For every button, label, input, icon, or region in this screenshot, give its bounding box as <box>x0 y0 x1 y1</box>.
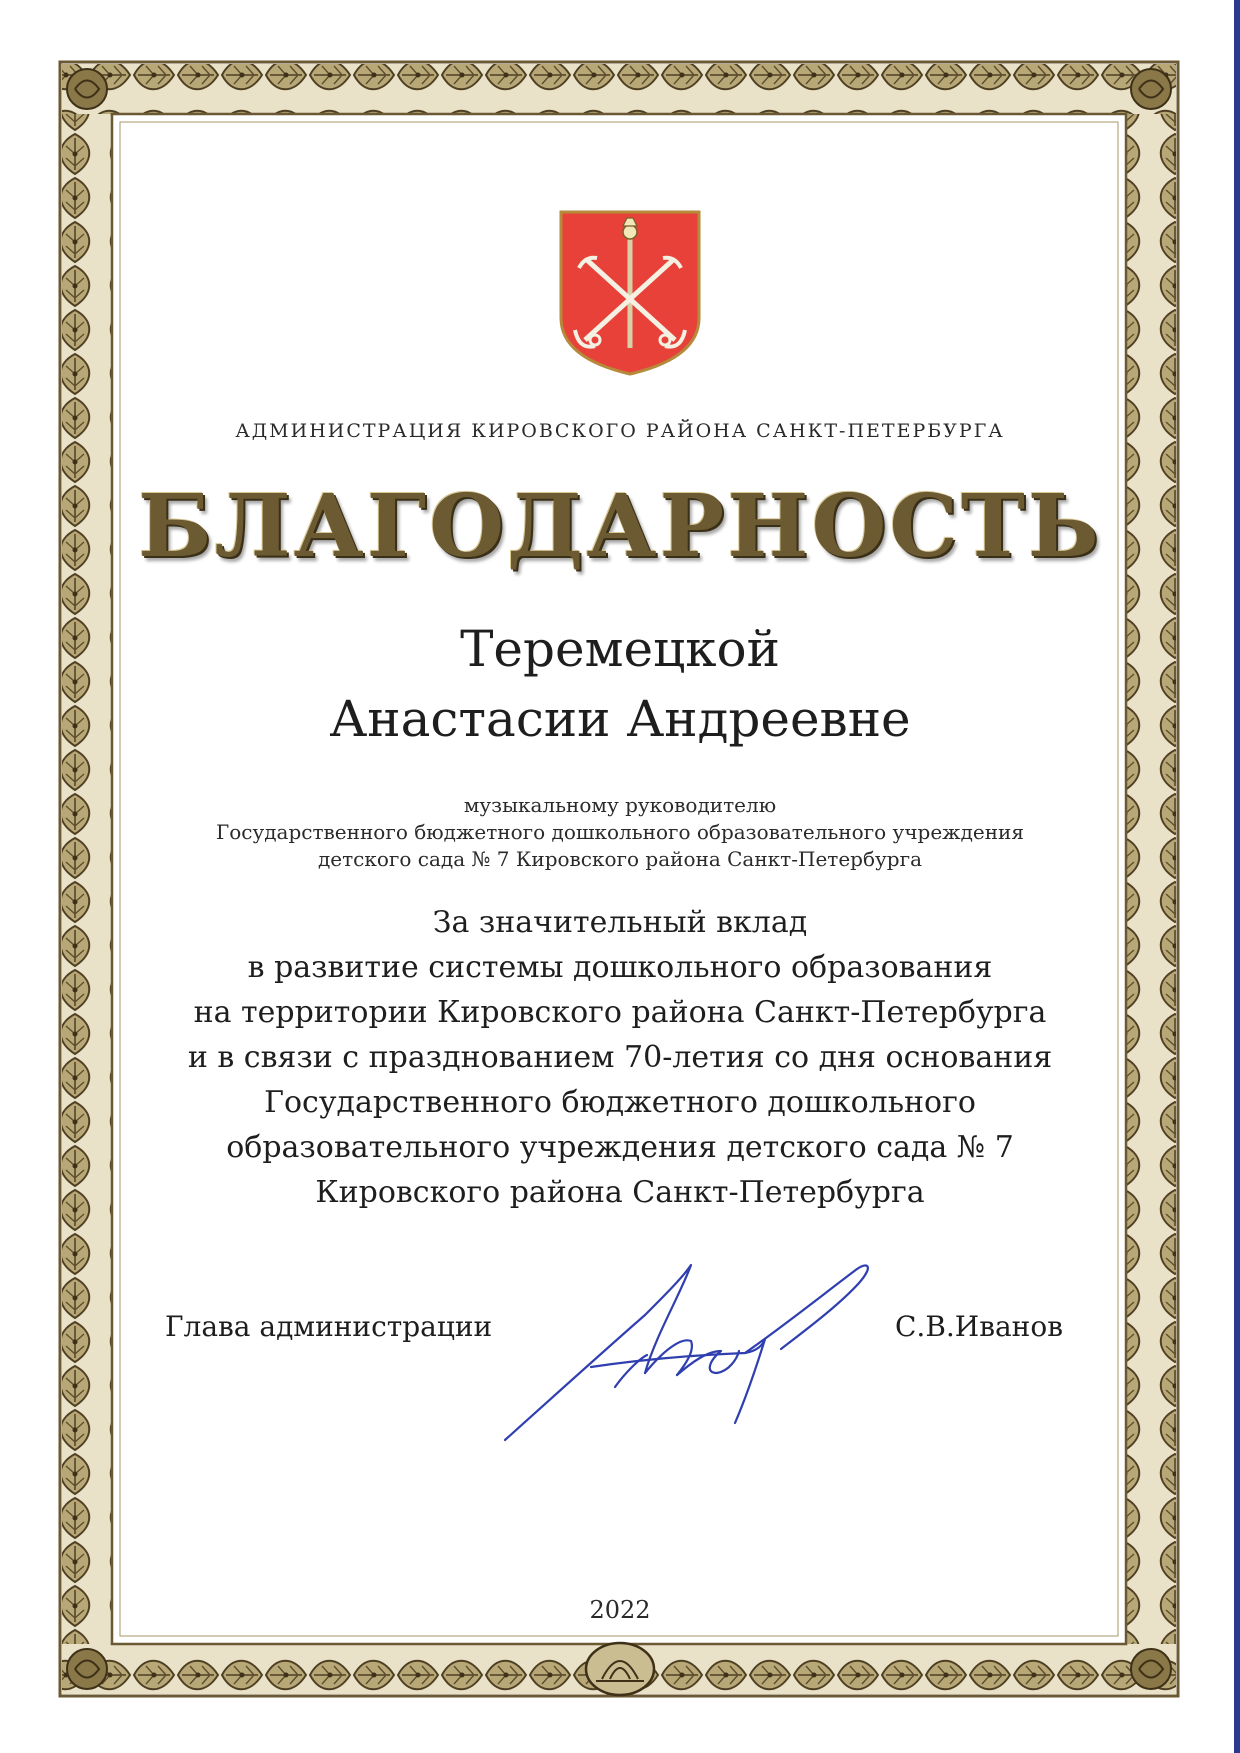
handwritten-signature <box>495 1255 935 1445</box>
signatory-name: С.В.Иванов <box>895 1310 1063 1343</box>
reason-line: и в связи с празднованием 70-летия со дня основания <box>187 1040 1053 1075</box>
reason-line: Кировского района Санкт-Петербурга <box>315 1175 925 1210</box>
reason-line: образовательного учреждения детского сада № 7 <box>226 1130 1014 1165</box>
st-petersburg-coat-of-arms-icon <box>555 208 705 378</box>
recipient-given-names: Анастасии Андреевне <box>329 690 911 748</box>
signatory-role: Глава администрации <box>165 1310 493 1343</box>
recipient-surname: Теремецкой <box>460 620 780 678</box>
reason-line: Государственного бюджетного дошкольного <box>264 1085 976 1120</box>
issuer-heading: АДМИНИСТРАЦИЯ КИРОВСКОГО РАЙОНА САНКТ-ПЕТЕРБУРГА <box>235 420 1005 442</box>
position-line: музыкальному руководителю <box>463 793 777 817</box>
position-line: детского сада № 7 Кировского района Санкт-Петербурга <box>317 847 923 871</box>
reason-line: За значительный вклад <box>432 905 808 940</box>
reason-line: в развитие системы дошкольного образования <box>247 950 993 985</box>
issue-year: 2022 <box>589 1596 651 1624</box>
position-line: Государственного бюджетного дошкольного образовательного учреждения <box>215 820 1025 844</box>
reason-line: на территории Кировского района Санкт-Петербурга <box>193 995 1047 1030</box>
document-title: БЛАГОДАРНОСТЬ <box>138 476 1102 577</box>
